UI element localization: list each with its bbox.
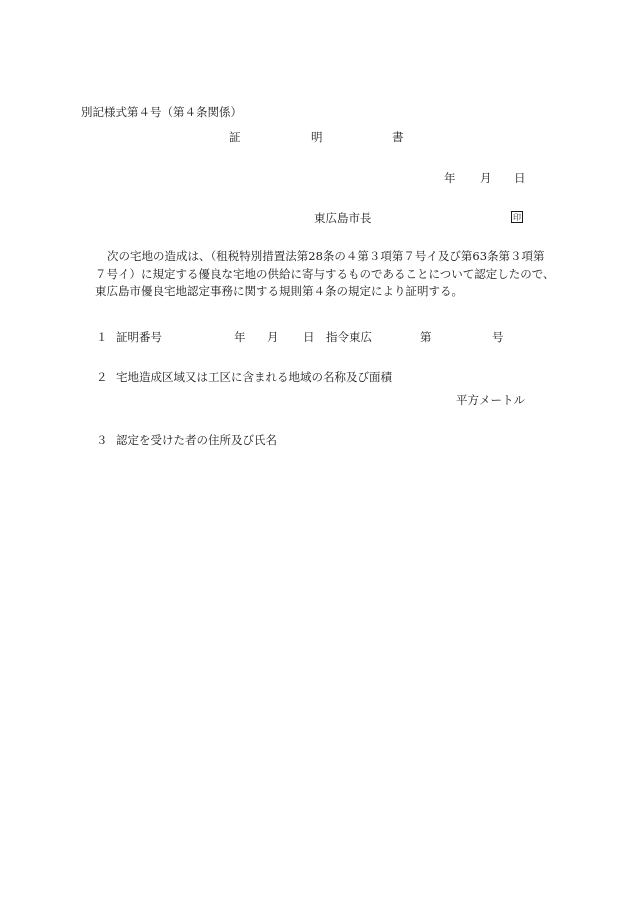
directive-go-label: 号 xyxy=(492,330,504,344)
title-char-3: 書 xyxy=(392,130,404,144)
item-label: 宅地造成区域又は工区に含まれる地域の名称及び面積 xyxy=(116,370,392,384)
title-char-1: 証 xyxy=(229,130,241,144)
date-month-label: 月 xyxy=(480,171,492,185)
title-char-2: 明 xyxy=(311,130,323,144)
item-number: ２ xyxy=(96,370,108,384)
directive-prefix: 指令東広 xyxy=(326,330,372,344)
item-label: 認定を受けた者の住所及び氏名 xyxy=(116,433,277,447)
item-month-label: 月 xyxy=(267,330,279,344)
body-line-1: 次の宅地の造成は、（租税特別措置法第28条の４第３項第７号イ及び第63条第３項第 xyxy=(107,249,545,263)
issuer-name: 東広島市長 xyxy=(314,211,372,225)
form-number: 別記様式第４号（第４条関係） xyxy=(81,105,242,119)
item-label: 証明番号 xyxy=(116,330,162,344)
area-unit-label: 平方メートル xyxy=(456,393,525,407)
item-number: ３ xyxy=(96,433,108,447)
body-line-2: ７号イ）に規定する優良な宅地の供給に寄与するものであることについて認定したので、 xyxy=(95,266,555,281)
directive-dai-label: 第 xyxy=(420,330,432,344)
item-number: １ xyxy=(96,330,108,344)
date-day-label: 日 xyxy=(514,171,526,185)
body-line-3: 東広島市優良宅地認定事務に関する規則第４条の規定により証明する。 xyxy=(95,284,463,298)
date-year-label: 年 xyxy=(444,171,456,185)
item-day-label: 日 xyxy=(303,330,315,344)
item-year-label: 年 xyxy=(234,330,246,344)
seal-mark: 印 xyxy=(513,213,521,222)
certification-body xyxy=(95,248,565,301)
